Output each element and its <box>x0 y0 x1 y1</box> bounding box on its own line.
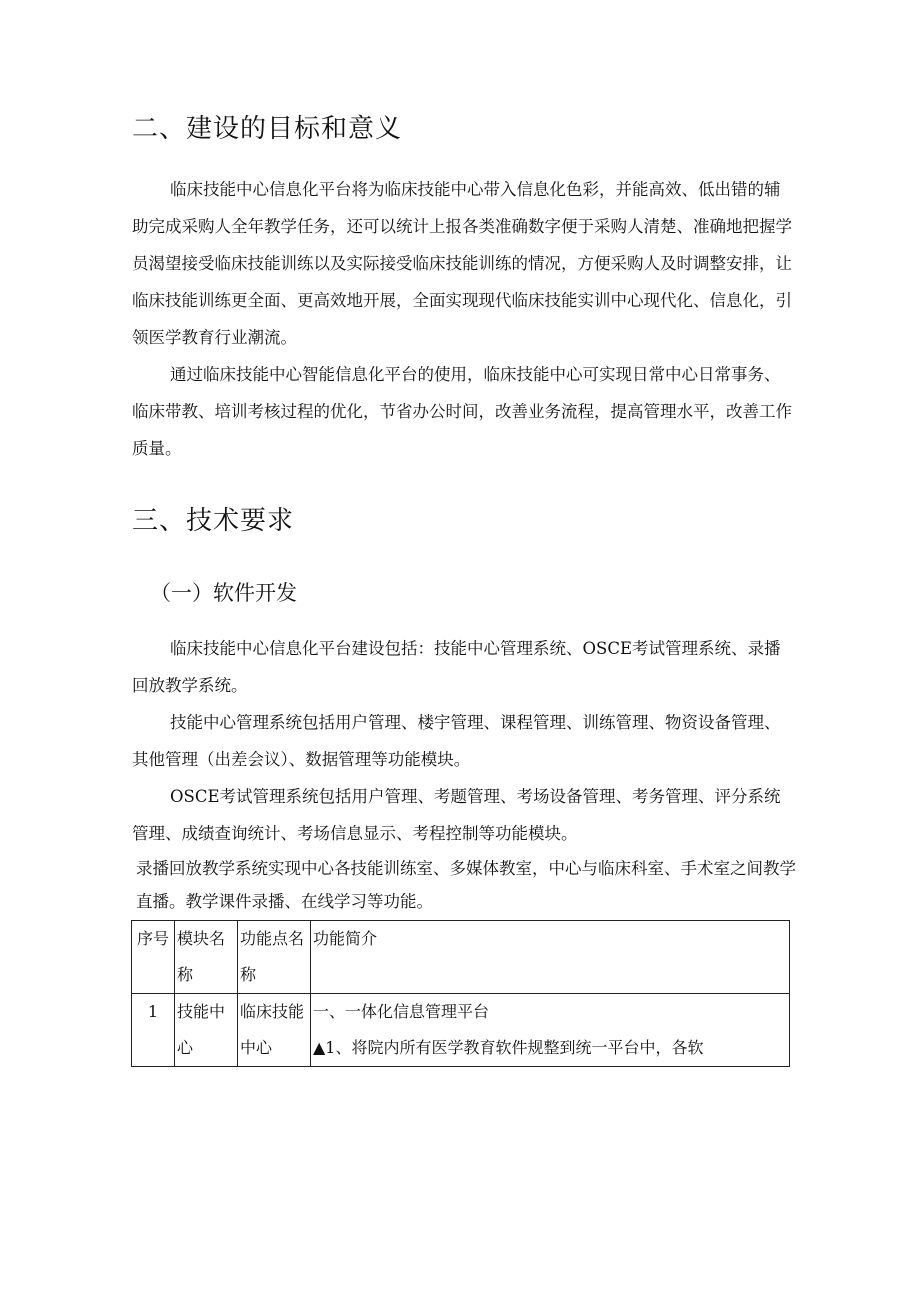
section-2-heading: 二、建设的目标和意义 <box>132 114 403 144</box>
section-3-paragraph-4: 录播回放教学系统实现中心各技能训练室、多媒体教室，中心与临床科室、手术室之间教学直播。教学课件录播、在线学习等功能。 <box>136 859 796 911</box>
cell-desc <box>311 994 790 1067</box>
header-no: 序号 <box>132 921 175 994</box>
section-3-paragraph-2: 技能中心管理系统包括用户管理、楼宇管理、课程管理、训练管理、物资设备管理、其他管理（出差会议）、数据管理等功能模块。 <box>132 713 781 769</box>
header-desc: 功能简介 <box>311 921 790 994</box>
section-3-paragraph-3: OSCE考试管理系统包括用户管理、考题管理、考场设备管理、考务管理、评分系统管理、成绩查询统计、考场信息显示、考程控制等功能模块。 <box>132 787 781 843</box>
header-feature: 功能点名称 <box>238 921 311 994</box>
subsection-software-heading: （一）软件开发 <box>150 581 297 605</box>
desc-line-2: ▲1、将院内所有医学教育软件规整到统一平台中，各软 <box>313 1038 704 1057</box>
cell-feature: 临床技能中心 <box>238 994 311 1067</box>
desc-line-1: 一、一体化信息管理平台 <box>313 1002 490 1021</box>
section-3-paragraph-1: 临床技能中心信息化平台建设包括：技能中心管理系统、OSCE考试管理系统、录播回放教学系统。 <box>132 639 781 695</box>
cell-module: 技能中心 <box>175 994 238 1067</box>
section-2-paragraph-1: 临床技能中心信息化平台将为临床技能中心带入信息化色彩，并能高效、低出错的辅助完成采购人全年教学任务，还可以统计上报各类准确数字便于采购人清楚、准确地把握学员渴望接受临床技能训练以及实际接受临床技能训练的情况，方便采购人及时调整安排，让临床技能训练更全面、更高效地开展，全面实现现代临床技能实训中心现代化、信息化，引领医学教育行业潮流。 <box>132 180 792 347</box>
function-table <box>131 920 790 1067</box>
table-header-row <box>132 921 790 994</box>
section-2-paragraph-2: 通过临床技能中心智能信息化平台的使用，临床技能中心可实现日常中心日常事务、临床带教、培训考核过程的优化，节省办公时间，改善业务流程，提高管理水平，改善工作质量。 <box>132 365 792 458</box>
table-row <box>132 994 790 1067</box>
header-module: 模块名称 <box>175 921 238 994</box>
cell-no: 1 <box>132 994 175 1067</box>
section-3-heading: 三、技术要求 <box>132 506 295 536</box>
